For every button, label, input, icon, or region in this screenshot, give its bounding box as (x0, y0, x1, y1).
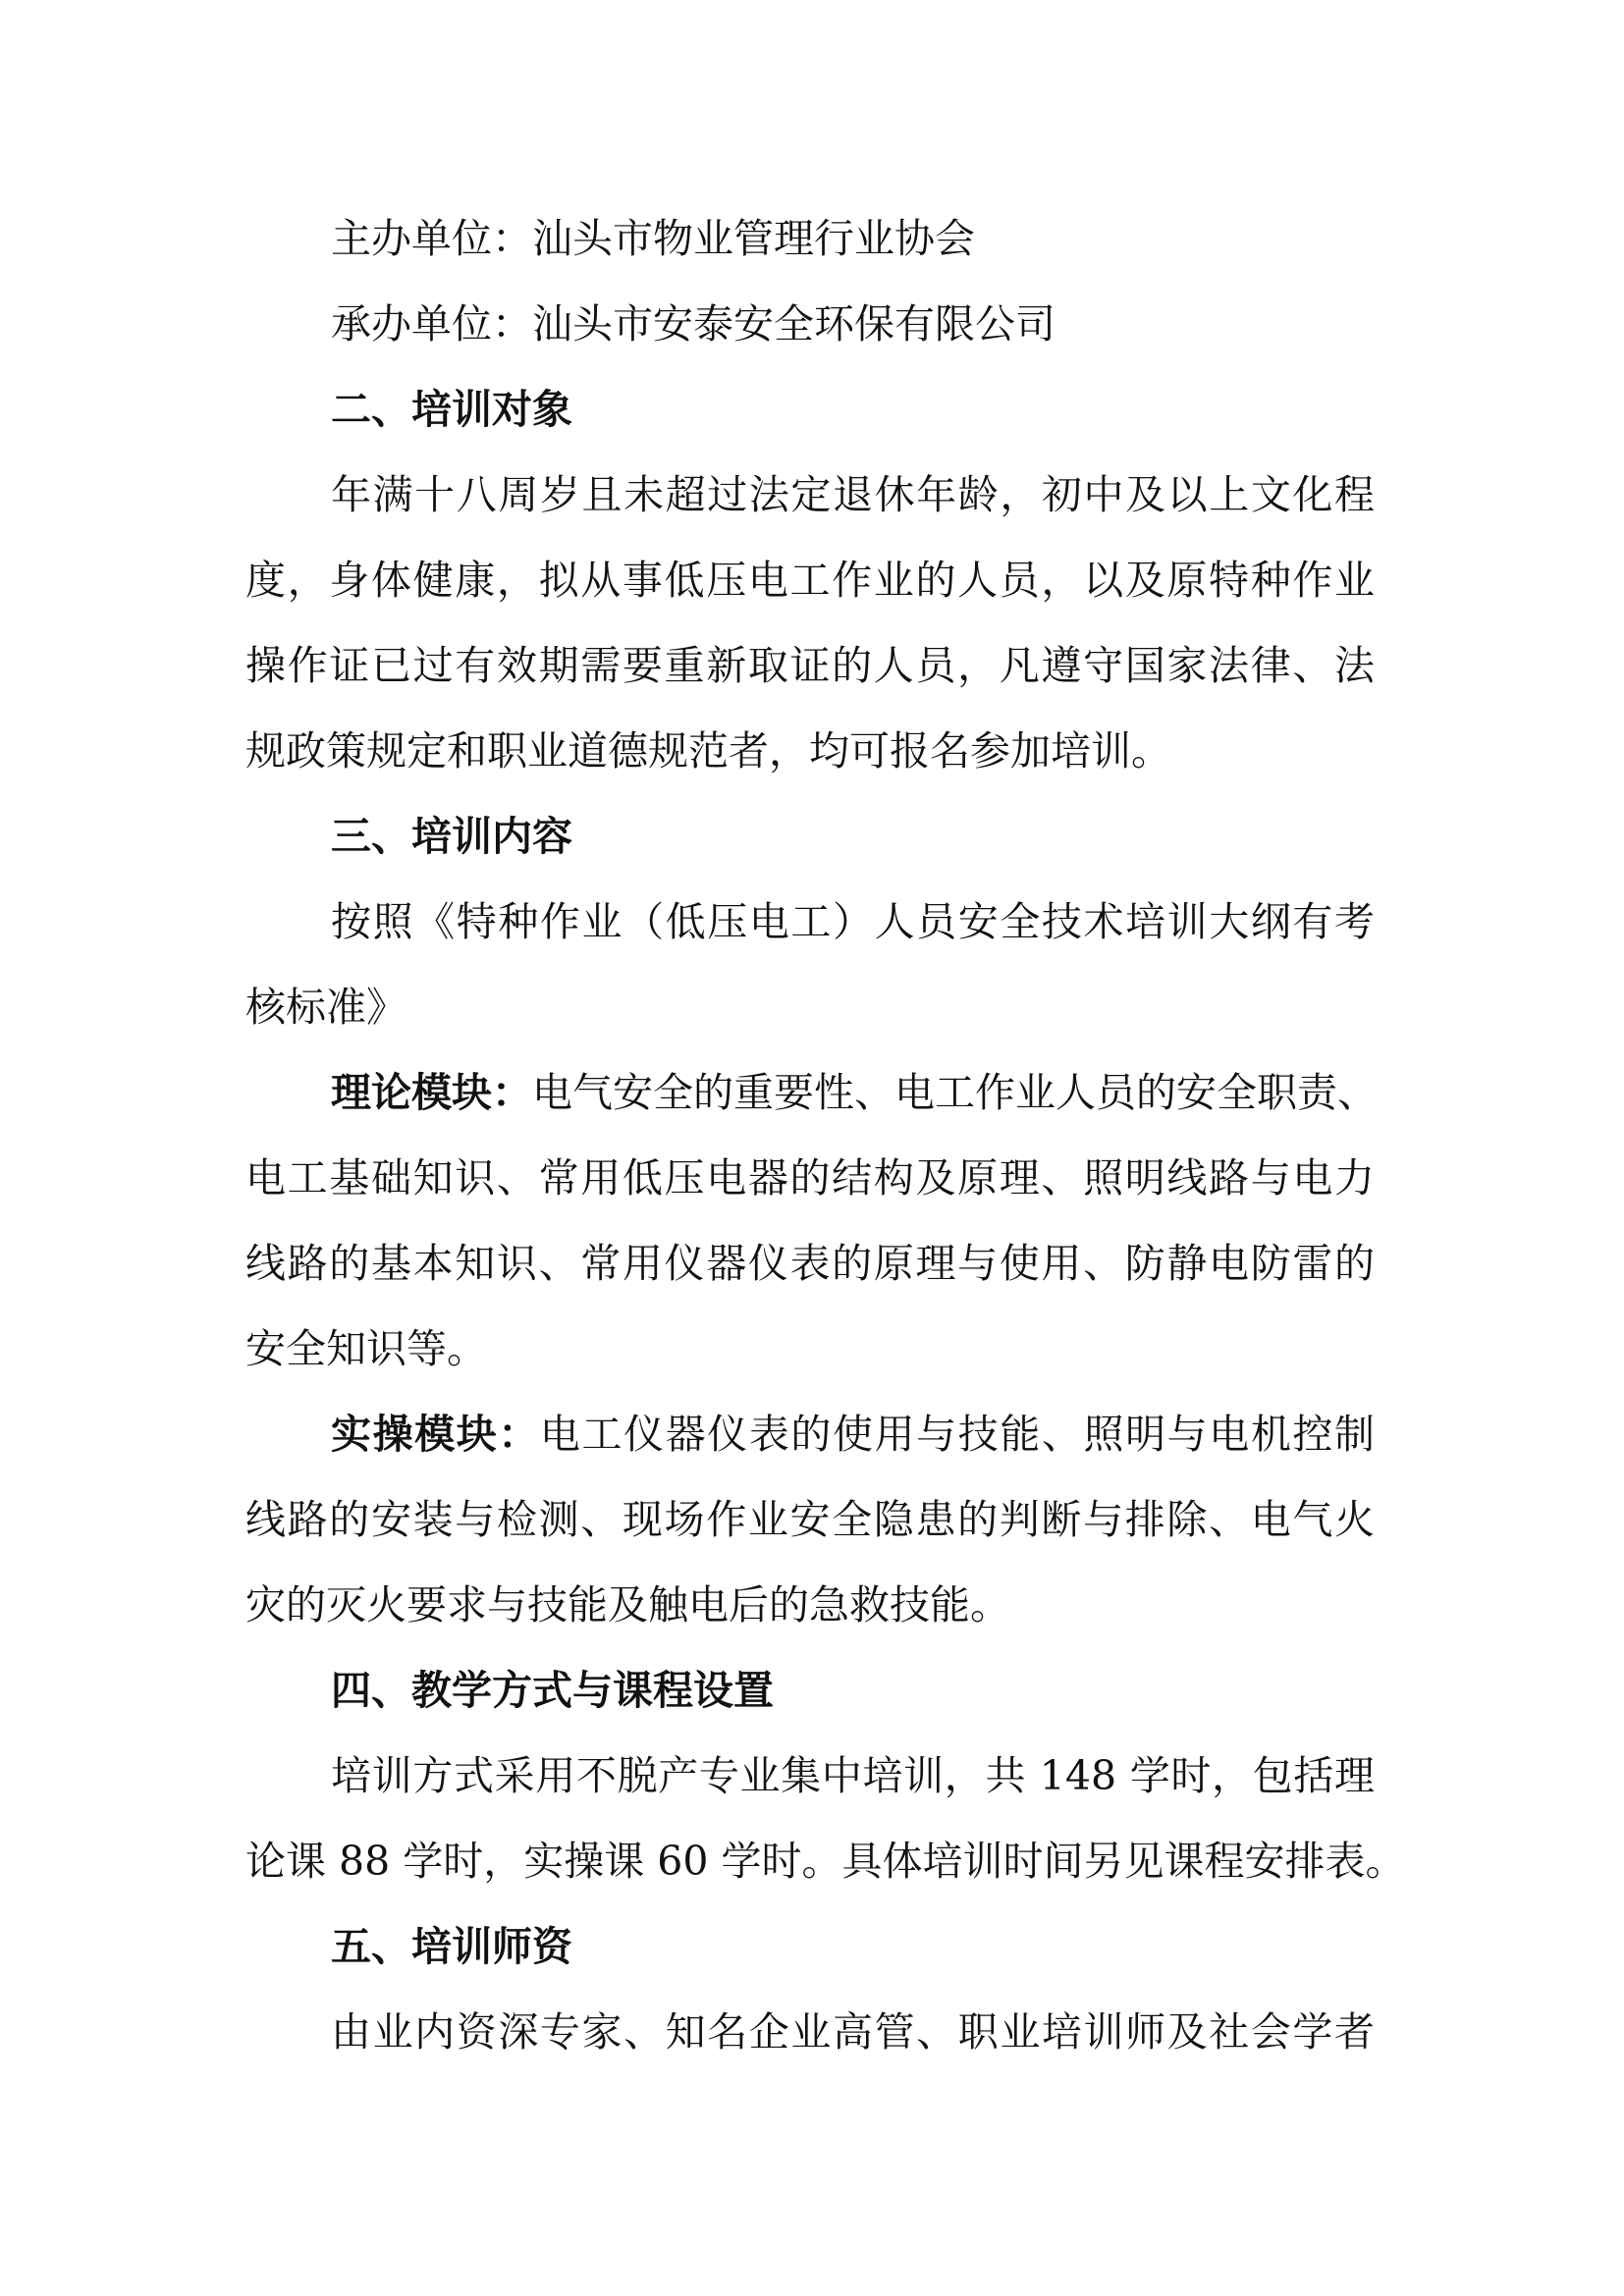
paragraph-line: 培训方式采用不脱产专业集中培训，共 148 学时，包括理 (331, 1752, 1375, 1799)
host-organizer-line (245, 196, 1375, 282)
paragraph-line: 线路的基本知识、常用仪器仪表的原理与使用、防静电防雷的 (245, 1240, 1375, 1287)
theory-module-text: 电气安全的重要性、电工作业人员的安全职责、 (532, 1069, 1378, 1116)
host-organizer-label: 主办单位： (331, 215, 532, 262)
section-heading-teaching-method: 四、教学方式与课程设置 (331, 1667, 774, 1714)
paragraph-line: 核标准》 (245, 984, 406, 1031)
paragraph-line: 按照《特种作业（低压电工）人员安全技术培训大纲有考 (331, 898, 1375, 945)
paragraph-line: 电工基础知识、常用低压电器的结构及原理、照明线路与电力 (245, 1154, 1375, 1201)
section-heading-training-target: 二、培训对象 (331, 386, 572, 433)
paragraph-line: 规政策规定和职业道德规范者，均可报名参加培训。 (245, 727, 1171, 774)
host-organizer-value: 汕头市物业管理行业协会 (532, 215, 975, 262)
section-heading-training-content: 三、培训内容 (331, 813, 572, 860)
paragraph-line: 线路的安装与检测、现场作业安全隐患的判断与排除、电气火 (245, 1496, 1375, 1543)
paragraph-line: 论课 88 学时，实操课 60 学时。具体培训时间另见课程安排表。 (245, 1838, 1406, 1885)
document-page (245, 196, 1406, 2075)
paragraph-line: 灾的灭火要求与技能及触电后的急救技能。 (245, 1581, 1010, 1629)
undertaker-label: 承办单位： (331, 300, 532, 347)
paragraph-line: 度，身体健康，拟从事低压电工作业的人员，以及原特种作业 (245, 557, 1375, 604)
section-heading-teachers: 五、培训师资 (331, 1923, 572, 1970)
practice-module-text: 电工仪器仪表的使用与技能、照明与电机控制 (539, 1411, 1376, 1458)
practice-module-label: 实操模块： (331, 1411, 540, 1458)
paragraph-line: 安全知识等。 (245, 1325, 487, 1372)
undertaker-value: 汕头市安泰安全环保有限公司 (532, 300, 1056, 347)
paragraph-line: 年满十八周岁且未超过法定退休年龄，初中及以上文化程 (331, 471, 1375, 518)
undertaker-line (245, 282, 1375, 367)
paragraph-line: 由业内资深专家、知名企业高管、职业培训师及社会学者 (331, 2008, 1375, 2056)
paragraph-line: 操作证已过有效期需要重新取证的人员，凡遵守国家法律、法 (245, 642, 1375, 689)
theory-module-line (245, 1050, 1378, 1136)
theory-module-label: 理论模块： (331, 1069, 532, 1116)
practice-module-line (245, 1392, 1375, 1477)
